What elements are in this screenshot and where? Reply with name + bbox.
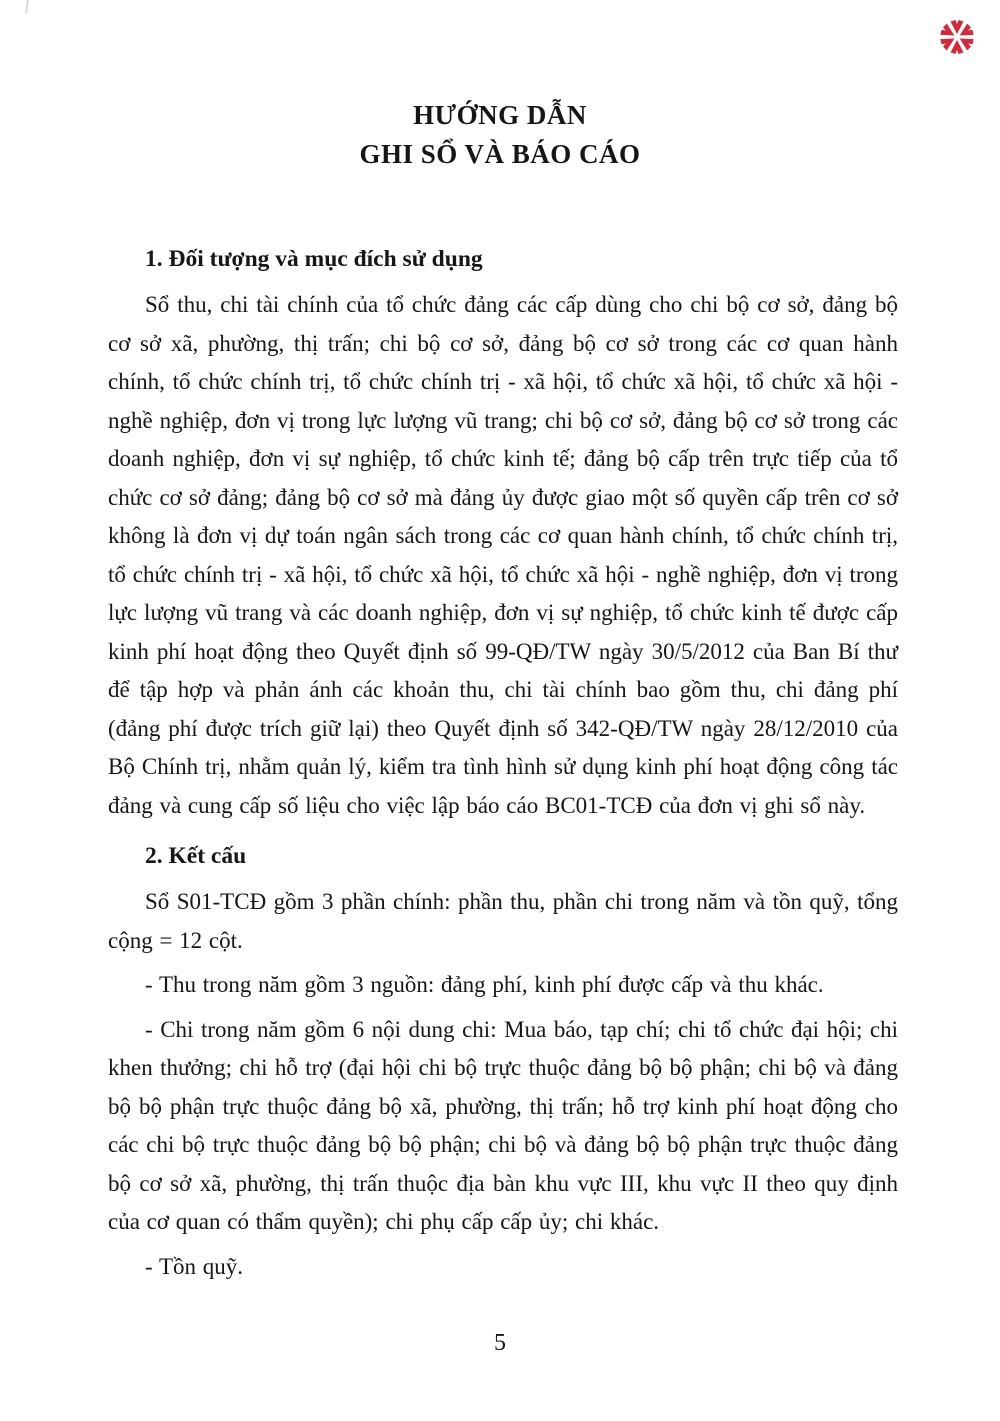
section-2-paragraph-3: - Chi trong năm gồm 6 nội dung chi: Mua báo, tạp chí; chi tổ chức đại hội; chi khen thưởng; chi hỗ trợ (đại hội chi bộ trực thuộc đảng bộ bộ phận; chi bộ và đảng bộ bộ phận trực thuộc đảng bộ xã, phường, thị trấn; hỗ trợ kinh phí hoạt động cho các chi bộ trực thuộc đảng bộ bộ phận; chi bộ và đảng bộ bộ phận trực thuộc đảng bộ cơ sở xã, phường, thị trấn thuộc địa bàn khu vực III, khu vực II theo quy định của cơ quan có thẩm quyền); chi phụ cấp cấp ủy; chi khác. — [108, 1016, 898, 1234]
section-1-paragraph: Sổ thu, chi tài chính của tổ chức đảng các cấp dùng cho chi bộ cơ sở, đảng bộ cơ sở xã, phường, thị trấn; chi bộ cơ sở, đảng bộ cơ sở trong các cơ quan hành chính, tổ chức chính trị, tổ chức chính trị - xã hội, tổ chức xã hội, tổ chức xã hội - nghề nghiệp, đơn vị trong lực lượng vũ trang; chi bộ cơ sở, đảng bộ cơ sở trong các doanh nghiệp, đơn vị sự nghiệp, tổ chức kinh tế; đảng bộ cấp trên trực tiếp của tổ chức cơ sở đảng; đảng bộ cơ sở mà đảng ủy được giao một số quyền cấp trên cơ sở không là đơn vị dự toán ngân sách trong các cơ quan hành chính, tổ chức chính trị, tổ chức chính trị - xã hội, tổ chức xã hội, tổ chức xã hội - nghề nghiệp, đơn vị trong lực lượng vũ trang và các doanh nghiệp, đơn vị sự nghiệp, tổ chức kinh tế được cấp kinh phí hoạt động theo Quyết định số 99-QĐ/TW ngày 30/5/2012 của Ban Bí thư để tập hợp và phản ánh các khoản thu, chi tài chính bao gồm thu, chi đảng phí (đảng phí được trích giữ lại) theo Quyết định số 342-QĐ/TW ngày 28/12/2010 của Bộ Chính trị, nhằm quản lý, kiểm tra tình hình sử dụng kinh phí hoạt động công tác đảng và cung cấp số liệu cho việc lập báo cáo BC01-TCĐ của đơn vị ghi sổ này. — [108, 292, 898, 818]
red-flower-icon — [940, 18, 974, 56]
page-title-line1: HƯỚNG DẪN — [413, 100, 587, 130]
section-2-heading: 2. Kết cấu — [145, 843, 247, 869]
section-2-paragraph-2: - Thu trong năm gồm 3 nguồn: đảng phí, kinh phí được cấp và thu khác. — [145, 972, 824, 997]
document-body — [0, 240, 1000, 1286]
page-title-line2: GHI SỔ VÀ BÁO CÁO — [359, 139, 641, 169]
section-2-paragraph-1: Sổ S01-TCĐ gồm 3 phần chính: phần thu, phần chi trong năm và tồn quỹ, tổng cộng = 12 cột. — [108, 889, 898, 953]
section-2-paragraph-4: - Tồn quỹ. — [145, 1253, 244, 1279]
section-1-heading: 1. Đối tượng và mục đích sử dụng — [145, 246, 483, 272]
page-title — [0, 0, 1000, 174]
page-number: 5 — [494, 1330, 506, 1356]
